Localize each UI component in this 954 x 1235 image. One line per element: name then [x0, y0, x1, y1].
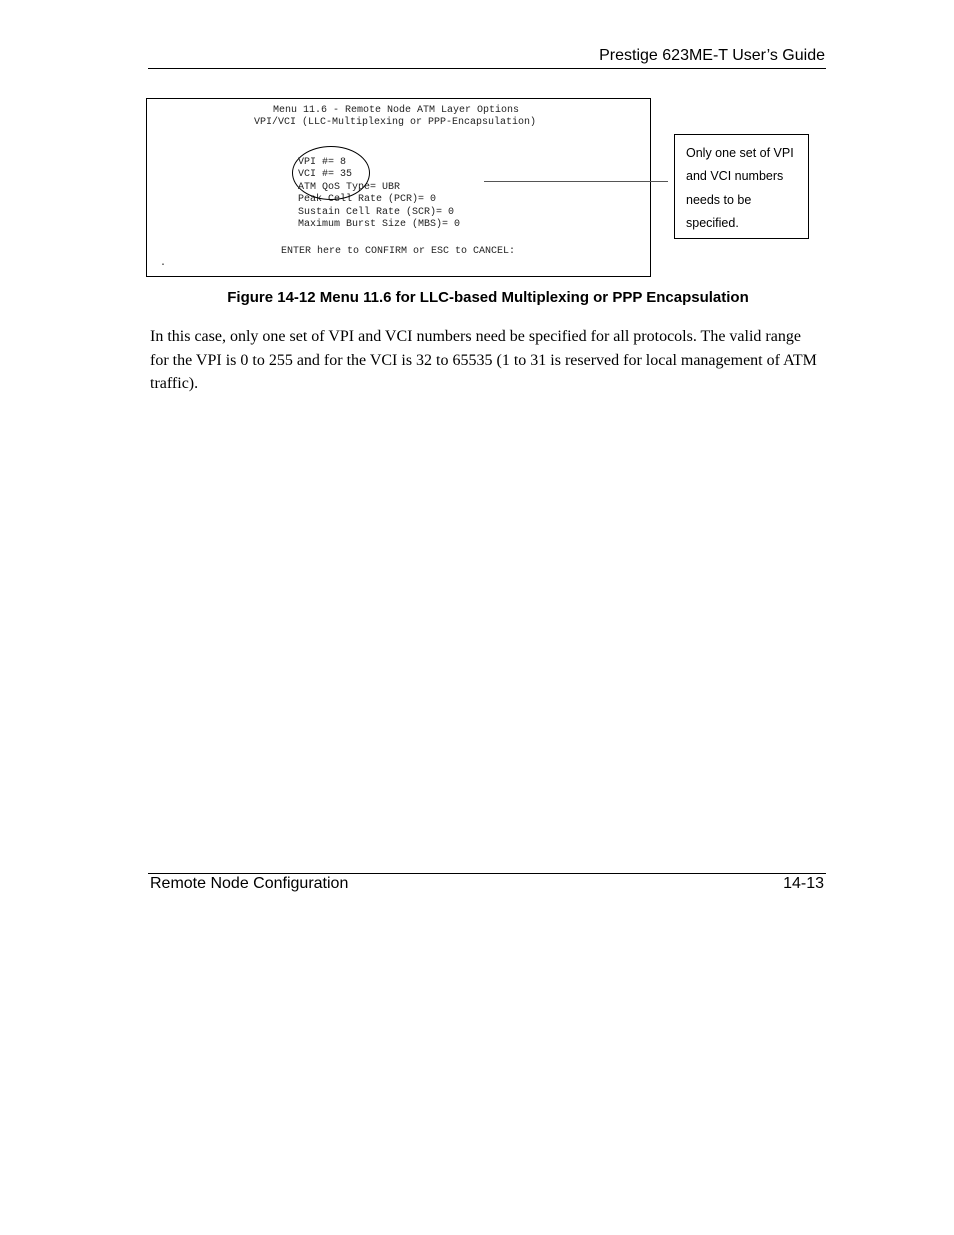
footer-rule: [148, 873, 826, 874]
vpi-vci-highlight-circle: [292, 146, 370, 200]
menu-title: Menu 11.6 - Remote Node ATM Layer Options: [273, 105, 520, 116]
field-atm-qos-type: ATM QoS Type= UBR: [298, 182, 401, 193]
callout-line: Only one set of VPI: [686, 146, 794, 160]
figure-caption: Figure 14-12 Menu 11.6 for LLC-based Multiplexing or PPP Encapsulation: [227, 289, 749, 306]
field-vci: VCI #= 35: [298, 169, 353, 180]
confirm-prompt: ENTER here to CONFIRM or ESC to CANCEL:: [281, 246, 516, 257]
field-max-burst-size: Maximum Burst Size (MBS)= 0: [298, 219, 461, 230]
callout-note: [674, 134, 809, 239]
callout-line: and VCI numbers: [686, 169, 784, 184]
running-header-title: Prestige 623ME-T User’s Guide: [599, 47, 825, 64]
field-vpi: VPI #= 8: [298, 157, 347, 168]
callout-leader-line: [484, 181, 668, 182]
menu-subtitle: VPI/VCI (LLC-Multiplexing or PPP-Encapsulation): [254, 117, 537, 128]
body-paragraph: In this case, only one set of VPI and VCI numbers need be specified for all protocols. The valid range for the VPI is 0 to 255 and for the VCI is 32 to 65535 (1 to 31 is reserved for local management of ATM traffic).: [150, 328, 817, 392]
field-peak-cell-rate: Peak Cell Rate (PCR)= 0: [298, 194, 437, 205]
field-sustain-cell-rate: Sustain Cell Rate (SCR)= 0: [298, 207, 455, 218]
footer-page-number: 14-13: [783, 875, 824, 892]
footer-section-title: Remote Node Configuration: [150, 875, 349, 892]
cursor-mark: .: [160, 258, 167, 269]
header-rule: [148, 68, 826, 69]
callout-line: needs to be: [686, 192, 752, 207]
callout-line: specified.: [686, 215, 739, 230]
